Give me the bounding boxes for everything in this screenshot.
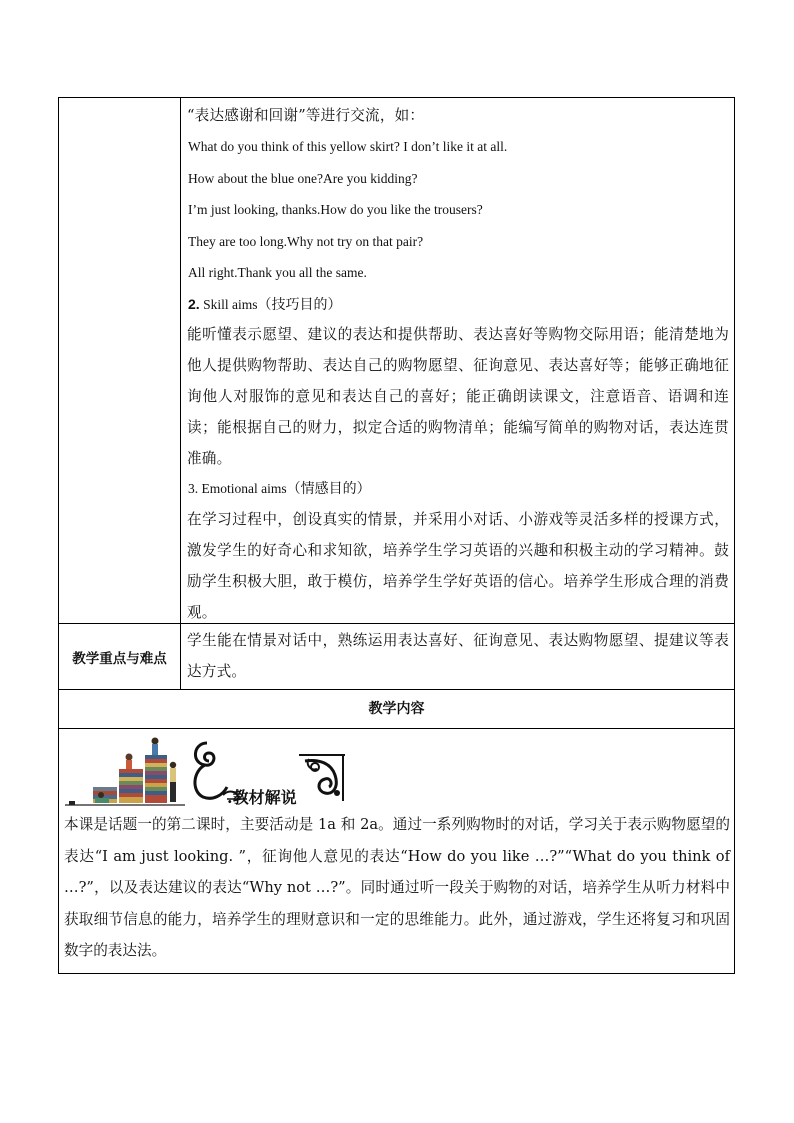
- objectives-label-cell: [59, 98, 181, 623]
- dialogue-line: I’m just looking, thanks.How do you like the trousers?: [188, 202, 483, 217]
- dialogue-line: All right.Thank you all the same.: [188, 265, 367, 280]
- key-points-text: 学生能在情景对话中，熟练运用表达喜好、征询意见、表达购物愿望、提建议等表达方式。: [187, 632, 729, 680]
- objectives-intro-line: “表达感谢和回谢”等进行交流，如：: [187, 107, 425, 124]
- key-points-row: [59, 624, 734, 690]
- emotional-aims-heading: [181, 474, 734, 504]
- objectives-content-cell: [181, 98, 734, 623]
- lesson-plan-table: [58, 97, 735, 974]
- books-students-illustration: [65, 729, 185, 809]
- skill-aims-number: 2.: [188, 295, 200, 312]
- analysis-text: 本课是话题一的第二课时，主要活动是 1a 和 2a。通过一系列购物时的对话，学习关于表示购物愿望的表达“I am just looking. ”，征询他人意见的表达“How do you like …?”“What do you think of …?”，以及表达建议的表达“Why not …?”。同时通过听一段关于购物的对话，培养学生从听力材料中获取细节信息的能力，培养学生的理财意识和一定的思维能力。此外，通过游戏，学生还将复习和巩固数字的表达法。: [64, 816, 730, 959]
- analysis-row: [59, 729, 734, 973]
- skill-aims-text: 能听懂表示愿望、建议的表达和提供帮助、表达喜好等购物交际用语；能清楚地为他人提供购物帮助、表达自己的购物愿望、征询意见、表达喜好等；能够正确地征询他人对服饰的意见和表达自己的喜好；能正确朗读课文，注意语音、语调和连读；能根据自己的财力，拟定合适的购物清单；能编写简单的购物对话，表达连贯准确。: [187, 325, 729, 467]
- dialogue-line: How about the blue one?Are you kidding?: [188, 170, 418, 186]
- dialogue-line: They are too long.Why not try on that pair?: [188, 233, 424, 249]
- content-heading-row: [59, 690, 734, 729]
- key-points-content-cell: [181, 624, 734, 689]
- content-heading: 教学内容: [368, 701, 425, 717]
- emotional-aims-title-en: 3. Emotional aims: [188, 480, 287, 496]
- skill-aims-heading: [181, 289, 734, 319]
- analysis-banner-title: .教材解说: [227, 788, 297, 807]
- emotional-aims-title-zh: （情感目的）: [286, 480, 371, 497]
- corner-ornament: [295, 749, 351, 805]
- objectives-row: [59, 98, 734, 624]
- key-points-label: 教学重点与难点: [59, 624, 181, 689]
- dialogue-line: What do you think of this yellow skirt? I don’t like it at all.: [188, 139, 508, 154]
- skill-aims-title-en: Skill aims: [199, 296, 258, 312]
- analysis-banner: [59, 729, 734, 809]
- emotional-aims-text: 在学习过程中，创设真实的情景，并采用小对话、小游戏等灵活多样的授课方式，激发学生的好奇心和求知欲，培养学生学习英语的兴趣和积极主动的学习精神。鼓励学生积极大胆，敢于模仿，培养学生学好英语的信心。培养学生形成合理的消费观。: [187, 510, 729, 621]
- skill-aims-title-zh: （技巧目的）: [257, 296, 342, 313]
